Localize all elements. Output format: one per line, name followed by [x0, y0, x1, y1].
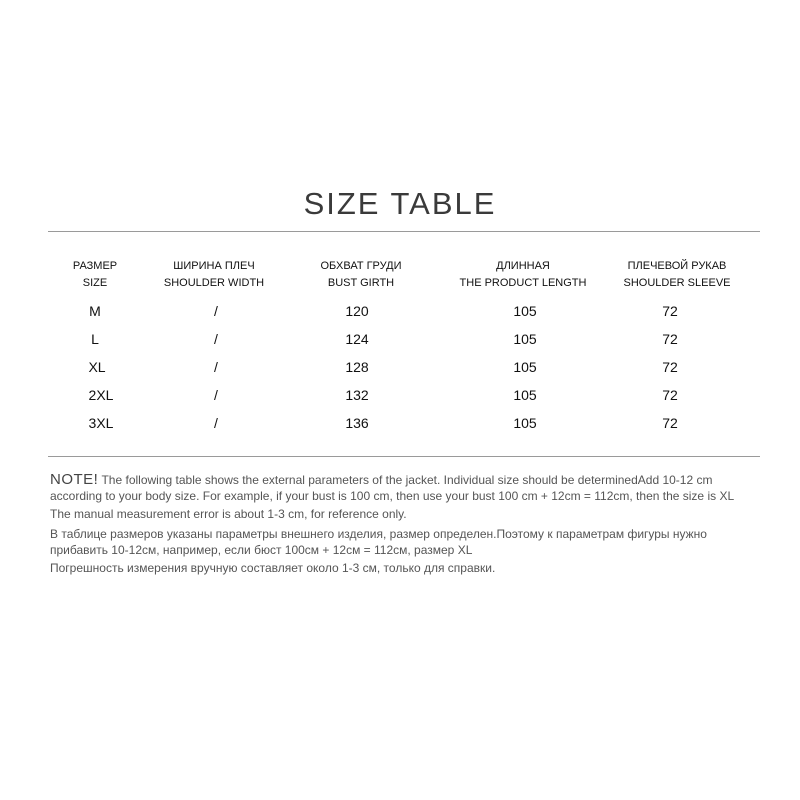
header-bust-girth-en: BUST GIRTH [327, 277, 395, 289]
note-english-2: The manual measurement error is about 1-3 cm, for reference only. [50, 507, 407, 521]
bottom-divider [48, 456, 760, 457]
cell-shoulder-width: / [214, 303, 218, 319]
cell-size: M [89, 303, 101, 319]
cell-shoulder-sleeve: 72 [662, 387, 678, 403]
header-bust-girth [321, 258, 402, 292]
cell-bust-girth: 136 [345, 415, 369, 431]
cell-shoulder-sleeve: 72 [662, 331, 678, 347]
note-english-1-text: The following table shows the external parameters of the jacket. Individual size should be determinedAdd 10-12 cm [101, 473, 713, 487]
size-table-title: SIZE TABLE [303, 186, 497, 221]
cell-shoulder-width: / [214, 331, 218, 347]
header-shoulder-width-en: SHOULDER WIDTH [163, 277, 265, 289]
header-bust-girth-ru: ОБХВАТ ГРУДИ [320, 260, 402, 272]
cell-size: L [91, 331, 99, 347]
header-size-ru: РАЗМЕР [72, 260, 118, 272]
cell-bust-girth: 124 [345, 331, 369, 347]
note-russian-1 [50, 526, 770, 558]
cell-bust-girth: 132 [345, 387, 369, 403]
cell-bust-girth: 120 [345, 303, 369, 319]
header-shoulder-width-ru: ШИРИНА ПЛЕЧ [173, 260, 255, 272]
cell-product-length: 105 [513, 415, 537, 431]
header-size-en: SIZE [82, 277, 108, 289]
cell-shoulder-width: / [214, 415, 218, 431]
header-shoulder-width [164, 258, 264, 292]
cell-product-length: 105 [513, 387, 537, 403]
header-shoulder-sleeve-ru: ПЛЕЧЕВОЙ РУКАВ [627, 260, 727, 272]
cell-shoulder-width: / [214, 387, 218, 403]
note-english-1-cont: according to your body size. For example, if your bust is 100 cm, then use your bust 100 cm + 12cm = 112cm, then the size is XL [50, 489, 735, 503]
note-russian-2: Погрешность измерения вручную составляет около 1-3 см, только для справки. [50, 561, 496, 575]
cell-size: XL [88, 359, 106, 375]
cell-size: 2XL [88, 387, 114, 403]
cell-shoulder-sleeve: 72 [662, 359, 678, 375]
cell-product-length: 105 [513, 303, 537, 319]
cell-shoulder-sleeve: 72 [662, 415, 678, 431]
cell-product-length: 105 [513, 331, 537, 347]
top-divider [48, 231, 760, 232]
size-notes [50, 472, 770, 578]
cell-bust-girth: 128 [345, 359, 369, 375]
cell-shoulder-width: / [214, 359, 218, 375]
note-label: NOTE! [50, 471, 99, 488]
note-russian-1-text: В таблице размеров указаны параметры внешнего изделия, размер определен.Поэтому к параметрам фигуры нужно [50, 527, 707, 541]
note-english-1 [50, 472, 770, 504]
header-size [73, 258, 117, 292]
note-russian-1-cont: прибавить 10-12см, например, если бюст 100см + 12см = 112см, размер XL [50, 543, 473, 557]
header-product-length-en: THE PRODUCT LENGTH [459, 277, 587, 289]
cell-shoulder-sleeve: 72 [662, 303, 678, 319]
cell-product-length: 105 [513, 359, 537, 375]
header-shoulder-sleeve-en: SHOULDER SLEEVE [623, 277, 731, 289]
cell-size: 3XL [88, 415, 114, 431]
header-product-length [460, 258, 587, 292]
header-shoulder-sleeve [624, 258, 731, 292]
header-product-length-ru: ДЛИННАЯ [496, 260, 550, 272]
